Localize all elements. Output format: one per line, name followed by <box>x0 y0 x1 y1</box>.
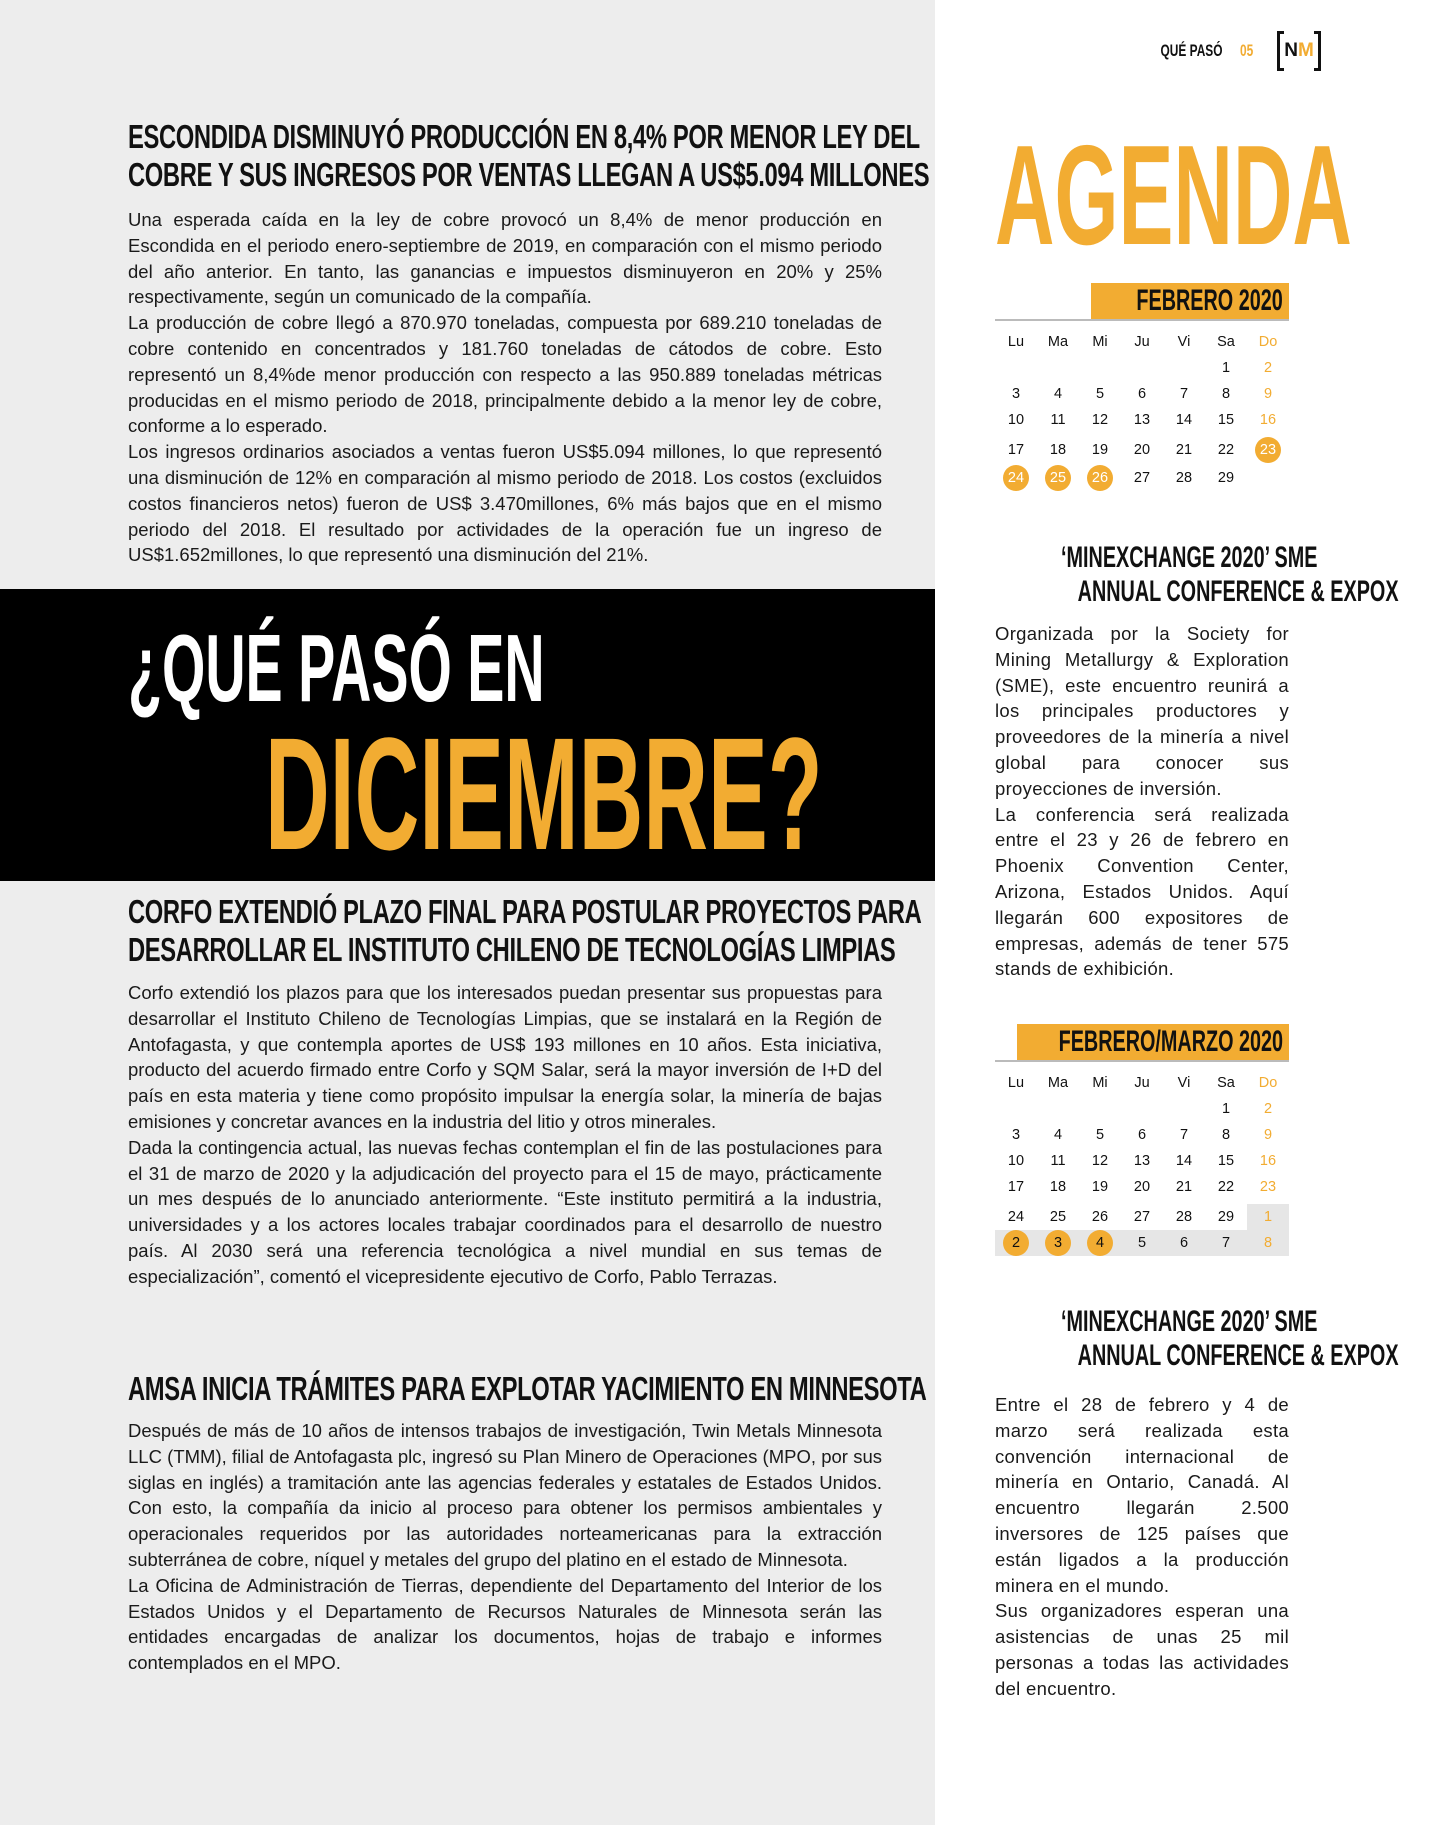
calendar-day-number: 22 <box>1217 1179 1235 1195</box>
calendar-day-number: 1 <box>1221 1101 1231 1117</box>
calendar-day <box>1079 1096 1121 1122</box>
calendar-day <box>1163 1122 1205 1148</box>
calendar-day <box>1205 1122 1247 1148</box>
event1-paragraph: Organizada por la Society for Mining Metallurgy & Exploration (SME), este encuentro reunirá a los principales productores y proveedores de la minería a nivel global para conocer sus proyecciones de inversión. <box>995 623 1289 799</box>
calendar-day-number: 3 <box>1011 386 1021 402</box>
calendar-day <box>995 1096 1037 1122</box>
calendar-day <box>1037 465 1079 491</box>
calendar-day <box>1247 1230 1289 1256</box>
calendar-day <box>1205 465 1247 491</box>
day-header: Sa <box>1217 1075 1235 1091</box>
calendar-february-march <box>995 1024 1289 1256</box>
calendar-day-number: 5 <box>1095 1127 1105 1143</box>
calendar-day <box>995 381 1037 407</box>
calendar-day <box>1163 1096 1205 1122</box>
calendar-day-number: 9 <box>1263 386 1273 402</box>
calendar-day <box>1163 437 1205 463</box>
calendar-day-number: 18 <box>1049 442 1067 458</box>
calendar-day <box>1037 355 1079 381</box>
calendar-day-number: 27 <box>1133 1209 1151 1225</box>
day-header: Do <box>1258 1075 1278 1091</box>
calendar-day-number: 28 <box>1175 1209 1193 1225</box>
calendar-day <box>1037 1148 1079 1174</box>
article1-paragraph: La producción de cobre llegó a 870.970 toneladas, compuesta por 689.210 toneladas de cobre contenido en concentrados y 181.760 toneladas de cátodos de cobre. Esto representó un 8,4%de menor producción con respecto a las 950.889 toneladas métricas producidas en el mismo periodo de 2018, principalmente debido a la menor ley de cobre, conforme a lo esperado. <box>128 312 882 437</box>
day-header: Ju <box>1134 1075 1150 1091</box>
calendar-day <box>995 1174 1037 1200</box>
hero-banner <box>0 589 935 881</box>
calendar-header <box>995 1024 1289 1062</box>
calendar-day <box>1037 1122 1079 1148</box>
logo-letter-m: M <box>1297 40 1314 61</box>
calendar-day-number: 3 <box>1011 1127 1021 1143</box>
article3-paragraph: Después de más de 10 años de intensos trabajos de investigación, Twin Metals Minnesota LLC (TMM), filial de Antofagasta plc, ingresó su Plan Minero de Operaciones (MPO, por sus siglas en inglés) a tramitación ante las agencias federales y estatales de Estados Unidos. Con esto, la compañía da inicio al proceso para obtener los permisos ambientales y operacionales requeridos por las autoridades norteamericanas para la extracción subterránea de cobre, níquel y metales del grupo del platino en el estado de Minnesota. <box>128 1420 882 1570</box>
article2-paragraph: Corfo extendió los plazos para que los interesados puedan presentar sus propuestas para desarrollar el Instituto Chileno de Tecnologías Limpias, que se instalará en la Región de Antofagasta, y que contempla aportes de US$ 193 millones en 10 años. Esta iniciativa, producto del acuerdo firmado entre Corfo y SQM Salar, será la mayor inversión de I+D del país en esta materia y tiene como propósito impulsar la energía solar, la minería de bajas emisiones y concretar avances en la industria del litio y otros minerales. <box>128 982 882 1132</box>
calendar-day <box>995 407 1037 433</box>
calendar-day-number: 10 <box>1007 1153 1025 1169</box>
page-number: 05 <box>1240 41 1254 60</box>
calendar-month-label <box>1017 1024 1289 1060</box>
calendar-day <box>1121 1122 1163 1148</box>
hero-line1: ¿QUÉ PASÓ EN <box>128 615 545 722</box>
article1-paragraph: Los ingresos ordinarios asociados a ventas fueron US$5.094 millones, lo que representó una disminución de 12% en comparación al mismo periodo de 2018. Los costos (excluidos costos financieros netos) fueron de US$ 3.470millones, 6% más bajos que en el mismo periodo del 2018. El resultado por actividades de la operación fue un ingreso de US$1.652millones, lo que representó una disminución del 21%. <box>128 441 882 566</box>
calendar-day <box>1121 1148 1163 1174</box>
calendar-day-number: 14 <box>1175 412 1193 428</box>
logo-letter-n: N <box>1284 40 1298 61</box>
calendar-day <box>1037 381 1079 407</box>
logo-bracket-right <box>1314 31 1321 71</box>
section-label: QUÉ PASÓ <box>1160 41 1223 60</box>
calendar-day <box>1079 1230 1121 1256</box>
article2-title-line2: DESARROLLAR EL INSTITUTO CHILENO DE TECNOLOGÍAS LIMPIAS <box>128 931 896 968</box>
article1-body <box>128 207 882 568</box>
calendar-day <box>1205 1174 1247 1200</box>
article3-body <box>128 1418 882 1676</box>
calendar-day-number: 19 <box>1091 1179 1109 1195</box>
calendar-day-number: 15 <box>1217 1153 1235 1169</box>
article2-title-line1: CORFO EXTENDIÓ PLAZO FINAL PARA POSTULAR PROYECTOS PARA <box>128 893 922 930</box>
calendar-day-number: 20 <box>1133 1179 1151 1195</box>
calendar-day <box>995 1204 1037 1230</box>
calendar-day-number: 17 <box>1007 442 1025 458</box>
calendar-day <box>1247 355 1289 381</box>
calendar-day <box>1079 355 1121 381</box>
calendar-day <box>1079 1204 1121 1230</box>
calendar-day <box>1079 465 1121 491</box>
calendar-day-number: 5 <box>1095 386 1105 402</box>
calendar-day <box>1205 381 1247 407</box>
calendar-day <box>1079 407 1121 433</box>
calendar-day-number: 8 <box>1221 386 1231 402</box>
calendar-day-number: 9 <box>1263 1127 1273 1143</box>
calendar-day <box>1079 1174 1121 1200</box>
calendar-day-number: 13 <box>1133 1153 1151 1169</box>
calendar-day-number: 15 <box>1217 412 1235 428</box>
calendar-day <box>1205 355 1247 381</box>
calendar-day <box>1247 1122 1289 1148</box>
calendar-day-number: 24 <box>1007 1209 1025 1225</box>
calendar-day <box>1121 1174 1163 1200</box>
calendar-day-number: 4 <box>1087 1230 1113 1256</box>
calendar-day <box>995 1148 1037 1174</box>
calendar-day <box>995 437 1037 463</box>
calendar-day <box>1205 1148 1247 1174</box>
calendar-day-number: 5 <box>1137 1235 1147 1251</box>
calendar-day <box>1205 1204 1247 1230</box>
calendar-day <box>1205 437 1247 463</box>
article1-title-line1: ESCONDIDA DISMINUYÓ PRODUCCIÓN EN 8,4% POR MENOR LEY DEL <box>128 118 920 155</box>
article1-title-line2: COBRE Y SUS INGRESOS POR VENTAS LLEGAN A US$5.094 MILLONES <box>128 156 930 193</box>
calendar-day-number: 27 <box>1133 470 1151 486</box>
calendar-day-number: 10 <box>1007 412 1025 428</box>
calendar-day <box>1247 437 1289 463</box>
calendar-day-number: 22 <box>1217 442 1235 458</box>
day-header: Lu <box>1007 1075 1025 1091</box>
calendar-day <box>1205 407 1247 433</box>
calendar-day <box>1163 1174 1205 1200</box>
magazine-logo <box>1277 31 1321 71</box>
calendar-day <box>1163 1204 1205 1230</box>
calendar-day <box>1247 465 1289 491</box>
calendar-day <box>1121 437 1163 463</box>
day-header: Vi <box>1177 334 1191 350</box>
calendar-day-number: 21 <box>1175 1179 1193 1195</box>
calendar-day-number: 8 <box>1263 1235 1273 1251</box>
calendar-day <box>1121 1204 1163 1230</box>
calendar-day-number: 14 <box>1175 1153 1193 1169</box>
article3-title: AMSA INICIA TRÁMITES PARA EXPLOTAR YACIMIENTO EN MINNESOTA <box>128 1370 927 1407</box>
day-header: Ma <box>1047 1075 1069 1091</box>
calendar-day-number: 16 <box>1259 1153 1277 1169</box>
event1-title-line1: ‘MINEXCHANGE 2020’ SME <box>1061 541 1318 574</box>
calendar-day-number: 4 <box>1053 1127 1063 1143</box>
calendar-day <box>995 1230 1037 1256</box>
calendar-day-number: 2 <box>1263 1101 1273 1117</box>
calendar-day-number: 18 <box>1049 1179 1067 1195</box>
event2-paragraph: Entre el 28 de febrero y 4 de marzo será realizada esta convención internacional de minería en Ontario, Canadá. Al encuentro llegarán 2.500 inversores de 125 países que están ligados a la producción minera en el mundo. <box>995 1394 1289 1596</box>
day-header: Vi <box>1177 1075 1191 1091</box>
calendar-day <box>995 355 1037 381</box>
calendar-day-number: 4 <box>1053 386 1063 402</box>
calendar-day <box>1121 407 1163 433</box>
calendar-day <box>1121 465 1163 491</box>
calendar-day-number: 23 <box>1255 437 1281 463</box>
calendar-day <box>1163 355 1205 381</box>
calendar-day <box>1121 355 1163 381</box>
calendar-day-number: 6 <box>1137 1127 1147 1143</box>
hero-line2: DICIEMBRE? <box>265 704 823 883</box>
calendar-day <box>1037 1174 1079 1200</box>
calendar-day <box>1121 381 1163 407</box>
calendar-day <box>1079 1122 1121 1148</box>
calendar-grid <box>995 1070 1289 1256</box>
day-header: Ju <box>1134 334 1150 350</box>
calendar-day-number: 11 <box>1050 1153 1066 1169</box>
calendar-day <box>1247 1174 1289 1200</box>
calendar-day <box>1247 407 1289 433</box>
agenda-title: AGENDA <box>995 116 1352 275</box>
article1-paragraph: Una esperada caída en la ley de cobre provocó un 8,4% de menor producción en Escondida en el periodo enero-septiembre de 2019, en comparación con el mismo periodo del año anterior. En tanto, las ganancias e impuestos disminuyeron en 20% y 25% respectivamente, según un comunicado de la compañía. <box>128 209 882 308</box>
calendar-day-number: 3 <box>1045 1230 1071 1256</box>
calendar-day-number: 17 <box>1007 1179 1025 1195</box>
day-header: Mi <box>1092 1075 1108 1091</box>
calendar-day-number: 29 <box>1217 470 1235 486</box>
logo-bracket-left <box>1277 31 1284 71</box>
calendar-day <box>1163 1148 1205 1174</box>
calendar-day-number: 2 <box>1003 1230 1029 1256</box>
calendar-day-number: 6 <box>1179 1235 1189 1251</box>
calendar-day <box>1121 1230 1163 1256</box>
calendar-day <box>1037 1096 1079 1122</box>
calendar-day <box>1247 1096 1289 1122</box>
calendar-day-number: 2 <box>1263 360 1273 376</box>
calendar-day <box>1079 437 1121 463</box>
day-header: Sa <box>1217 334 1235 350</box>
calendar-day-number: 23 <box>1259 1179 1277 1195</box>
calendar-day-number: 24 <box>1003 465 1029 491</box>
calendar-day <box>1121 1096 1163 1122</box>
calendar-day <box>1037 1204 1079 1230</box>
event2-body <box>995 1392 1289 1702</box>
calendar-day-number: 11 <box>1050 412 1066 428</box>
calendar-day <box>995 1122 1037 1148</box>
calendar-day-number: 16 <box>1259 412 1277 428</box>
calendar-day <box>1205 1230 1247 1256</box>
calendar-day-number: 13 <box>1133 412 1151 428</box>
calendar-day-number: 21 <box>1175 442 1193 458</box>
calendar-day <box>1037 1230 1079 1256</box>
day-header: Ma <box>1047 334 1069 350</box>
calendar-day-number: 7 <box>1179 386 1189 402</box>
article3-paragraph: La Oficina de Administración de Tierras, dependiente del Departamento del Interior de los Estados Unidos y el Departamento de Recursos Naturales de Minnesota serán las entidades encargadas de analizar los documentos, hojas de trabajo e informes contemplados en el MPO. <box>128 1574 882 1674</box>
calendar-header <box>995 283 1289 321</box>
calendar-day-number: 6 <box>1137 386 1147 402</box>
day-header: Lu <box>1007 334 1025 350</box>
calendar-day <box>1163 1230 1205 1256</box>
day-header: Mi <box>1092 334 1108 350</box>
calendar-month-text: FEBRERO/MARZO 2020 <box>1058 1025 1283 1058</box>
calendar-day-number: 20 <box>1133 442 1151 458</box>
calendar-day-number: 7 <box>1179 1127 1189 1143</box>
calendar-day <box>995 465 1037 491</box>
event2-title-line2: ANNUAL CONFERENCE & EXPOX <box>1077 1339 1399 1372</box>
calendar-february <box>995 283 1289 491</box>
calendar-day-number: 8 <box>1221 1127 1231 1143</box>
calendar-day <box>1247 1148 1289 1174</box>
calendar-day-number: 19 <box>1091 442 1109 458</box>
calendar-day-number: 12 <box>1091 412 1109 428</box>
calendar-day-number: 29 <box>1217 1209 1235 1225</box>
calendar-day-number: 25 <box>1049 1209 1067 1225</box>
calendar-day-number: 12 <box>1091 1153 1109 1169</box>
calendar-day <box>1079 381 1121 407</box>
calendar-day <box>1037 407 1079 433</box>
article2-body <box>128 980 882 1290</box>
page-header <box>1134 30 1321 72</box>
event2-paragraph: Sus organizadores esperan una asistencias de unas 25 mil personas a todas las actividades del encuentro. <box>995 1600 1289 1699</box>
event2-title-line1: ‘MINEXCHANGE 2020’ SME <box>1061 1305 1318 1338</box>
calendar-month-label <box>1091 283 1289 319</box>
event1-paragraph: La conferencia será realizada entre el 23 y 26 de febrero en Phoenix Convention Center, Arizona, Estados Unidos. Aquí llegarán 600 expositores de empresas, además de tener 575 stands de exhibición. <box>995 803 1289 980</box>
calendar-day-number: 1 <box>1263 1209 1273 1225</box>
calendar-day <box>1163 407 1205 433</box>
calendar-grid <box>995 329 1289 491</box>
calendar-day-number: 26 <box>1087 465 1113 491</box>
article2-paragraph: Dada la contingencia actual, las nuevas fechas contemplan el fin de las postulaciones para el 31 de marzo de 2020 y la adjudicación del proyecto para el 15 de mayo, prácticamente un mes después de lo anunciado anteriormente. “Este instituto permitirá a la industria, universidades y a los actores locales trabajar coordinados para el desarrollo de nuestro país. Al 2030 será una referencia tecnológica a nivel mundial en sus temas de especialización”, comentó el vicepresidente ejecutivo de Corfo, Pablo Terrazas. <box>128 1136 882 1287</box>
calendar-day <box>1205 1096 1247 1122</box>
calendar-day <box>1079 1148 1121 1174</box>
calendar-day-number: 1 <box>1221 360 1231 376</box>
calendar-day-number: 26 <box>1091 1209 1109 1225</box>
calendar-day <box>1037 437 1079 463</box>
calendar-day-number: 25 <box>1045 465 1071 491</box>
event1-body <box>995 621 1289 982</box>
calendar-day <box>1163 381 1205 407</box>
calendar-day-number: 28 <box>1175 470 1193 486</box>
calendar-day <box>1247 1204 1289 1230</box>
day-header: Do <box>1258 334 1278 350</box>
calendar-day <box>1163 465 1205 491</box>
calendar-day-number: 7 <box>1221 1235 1231 1251</box>
calendar-day <box>1247 381 1289 407</box>
calendar-month-text: FEBRERO 2020 <box>1136 284 1283 317</box>
event1-title-line2: ANNUAL CONFERENCE & EXPOX <box>1077 575 1399 608</box>
